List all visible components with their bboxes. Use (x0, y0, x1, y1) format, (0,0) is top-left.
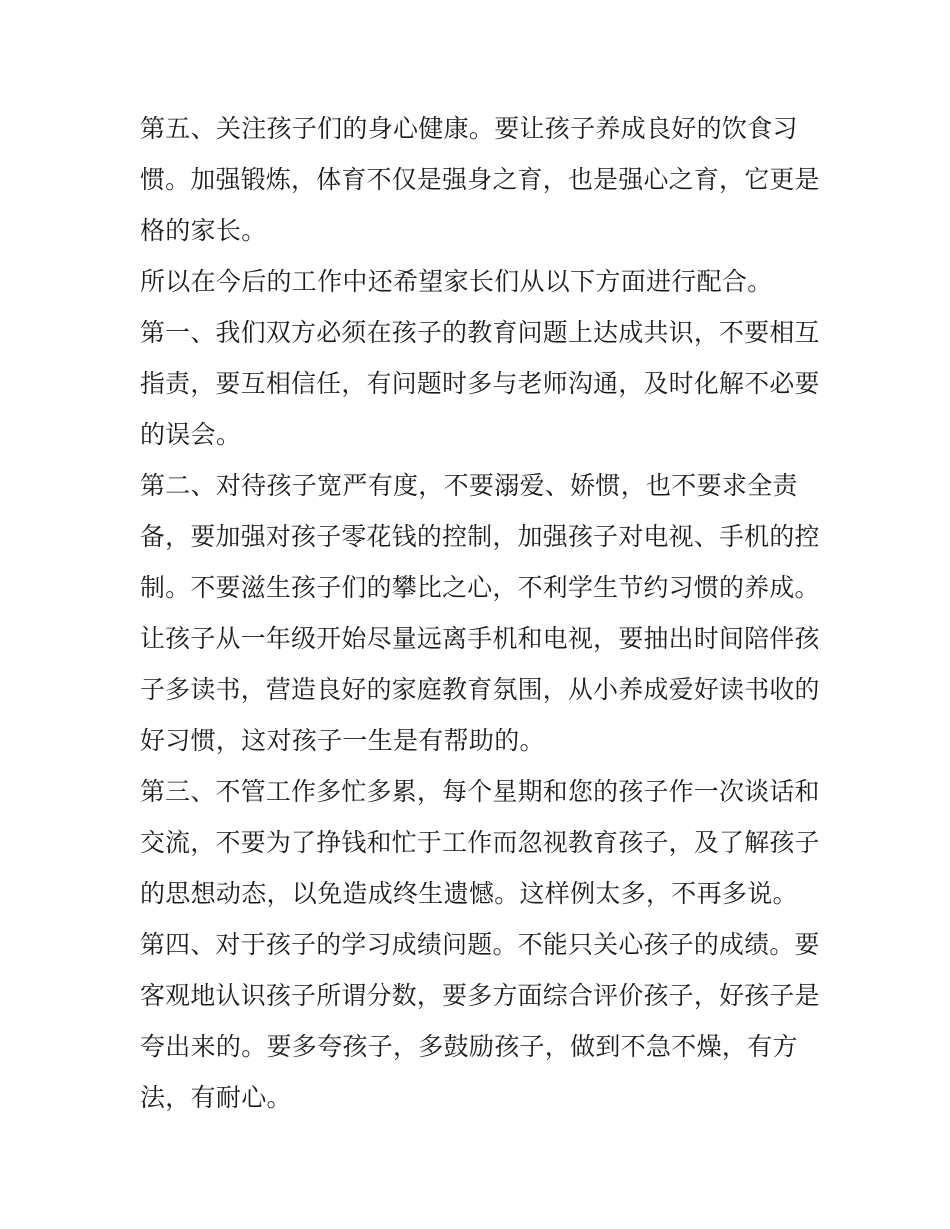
text-line: 备，要加强对孩子零花钱的控制，加强孩子对电视、手机的控 (140, 522, 820, 551)
text-line: 好习惯，这对孩子一生是有帮助的。 (140, 726, 545, 755)
text-line: 子多读书，营造良好的家庭教育氛围，从小养成爱好读书收的 (140, 675, 820, 704)
text-line: 的思想动态，以免造成终生遗憾。这样例太多，不再多说。 (140, 879, 798, 908)
text-line: 第四、对于孩子的学习成绩问题。不能只关心孩子的成绩。要 (140, 930, 820, 959)
text-line: 制。不要滋生孩子们的攀比之心，不利学生节约习惯的养成。 (140, 573, 820, 602)
text-line: 第三、不管工作多忙多累，每个星期和您的孩子作一次谈话和 (140, 777, 820, 806)
text-line: 第五、关注孩子们的身心健康。要让孩子养成良好的饮食习 (140, 114, 798, 143)
text-line: 让孩子从一年级开始尽量远离手机和电视，要抽出时间陪伴孩 (140, 624, 820, 653)
text-line: 客观地认识孩子所谓分数，要多方面综合评价孩子，好孩子是 (140, 981, 820, 1010)
text-line: 格的家长。 (140, 216, 267, 245)
text-line: 法，有耐心。 (140, 1083, 292, 1112)
text-line: 第一、我们双方必须在孩子的教育问题上达成共识，不要相互 (140, 318, 820, 347)
text-line: 惯。加强锻炼，体育不仅是强身之育，也是强心之育，它更是 (140, 165, 820, 194)
text-line: 指责，要互相信任，有问题时多与老师沟通，及时化解不必要 (140, 369, 820, 398)
text-line: 夸出来的。要多夸孩子，多鼓励孩子，做到不急不燥，有方 (140, 1032, 798, 1061)
text-line: 所以在今后的工作中还希望家长们从以下方面进行配合。 (140, 267, 773, 296)
text-line: 交流，不要为了挣钱和忙于工作而忽视教育孩子，及了解孩子 (140, 828, 820, 857)
body-text (140, 107, 820, 1127)
text-line: 第二、对待孩子宽严有度，不要溺爱、娇惯，也不要求全责 (140, 471, 798, 500)
text-line: 的误会。 (140, 420, 242, 449)
